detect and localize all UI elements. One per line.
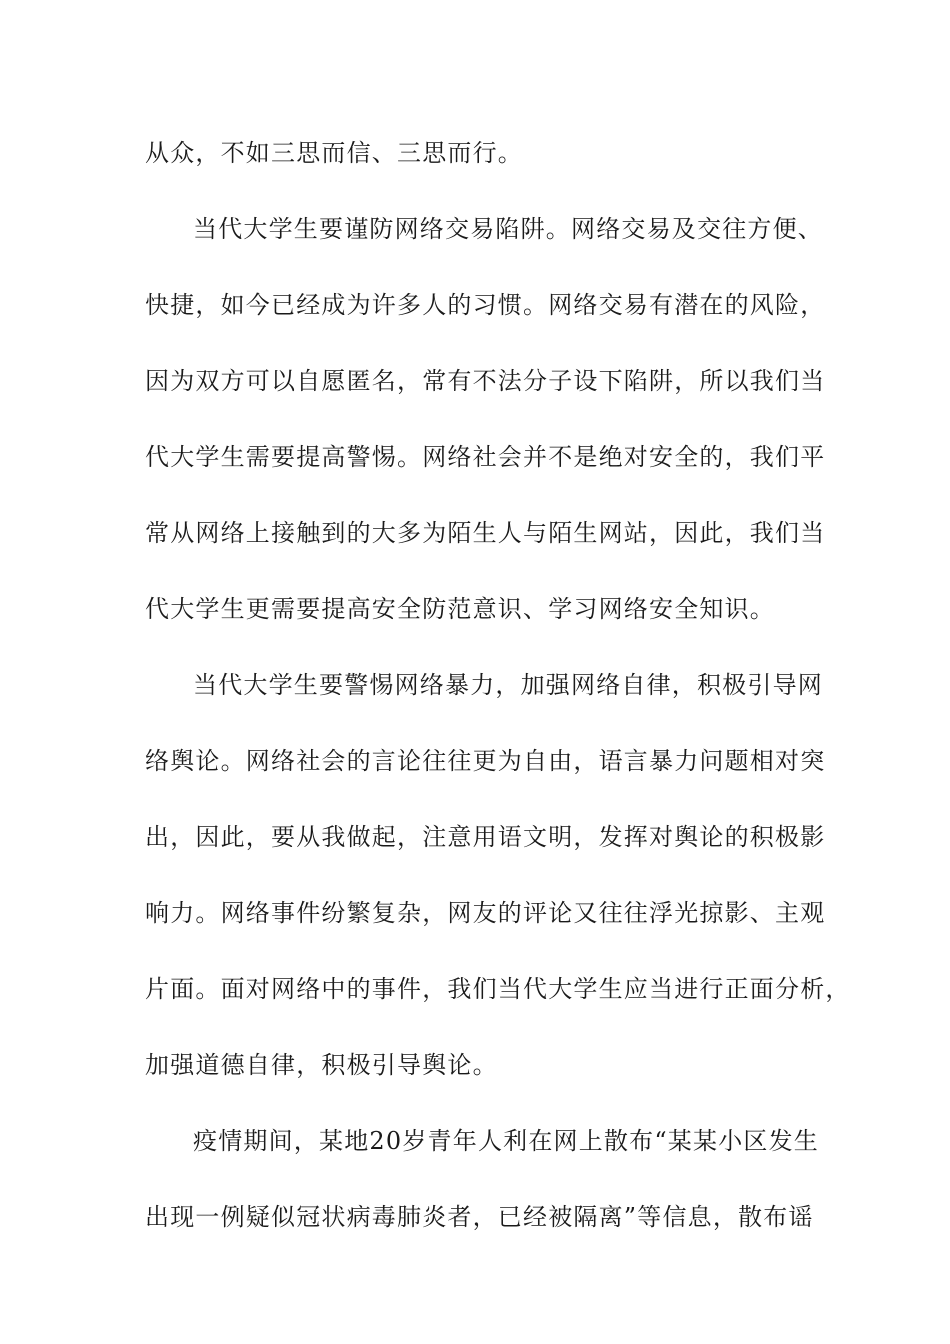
paragraph-first-line: 当代大学生要谨防网络交易陷阱。网络交易及交往方便、 <box>193 215 823 243</box>
text-line: 络舆论。网络社会的言论往往更为自由，语言暴力问题相对突 <box>145 747 826 775</box>
paragraph-first-line: 当代大学生要警惕网络暴力，加强网络自律，积极引导网 <box>193 671 823 699</box>
text-line: 代大学生更需要提高安全防范意识、学习网络安全知识。 <box>145 595 775 623</box>
text-line: 加强道德自律，积极引导舆论。 <box>145 1051 498 1079</box>
text-line: 片面。面对网络中的事件，我们当代大学生应当进行正面分析， <box>145 975 851 1003</box>
text-line: 常从网络上接触到的大多为陌生人与陌生网站，因此，我们当 <box>145 519 826 547</box>
text-line: 快捷，如今已经成为许多人的习惯。网络交易有潜在的风险， <box>145 291 826 319</box>
text-line: 因为双方可以自愿匿名，常有不法分子设下陷阱，所以我们当 <box>145 367 826 395</box>
text-line: 出，因此，要从我做起，注意用语文明，发挥对舆论的积极影 <box>145 823 826 851</box>
text-line: 代大学生需要提高警惕。网络社会并不是绝对安全的，我们平 <box>145 443 826 471</box>
text-line: 出现一例疑似冠状病毒肺炎者，已经被隔离”等信息，散布谣 <box>145 1203 814 1231</box>
text-line: 响力。网络事件纷繁复杂，网友的评论又往往浮光掠影、主观 <box>145 899 826 927</box>
paragraph-first-line: 疫情期间，某地20岁青年人利在网上散布“某某小区发生 <box>193 1127 820 1155</box>
text-line: 从众，不如三思而信、三思而行。 <box>145 139 523 167</box>
